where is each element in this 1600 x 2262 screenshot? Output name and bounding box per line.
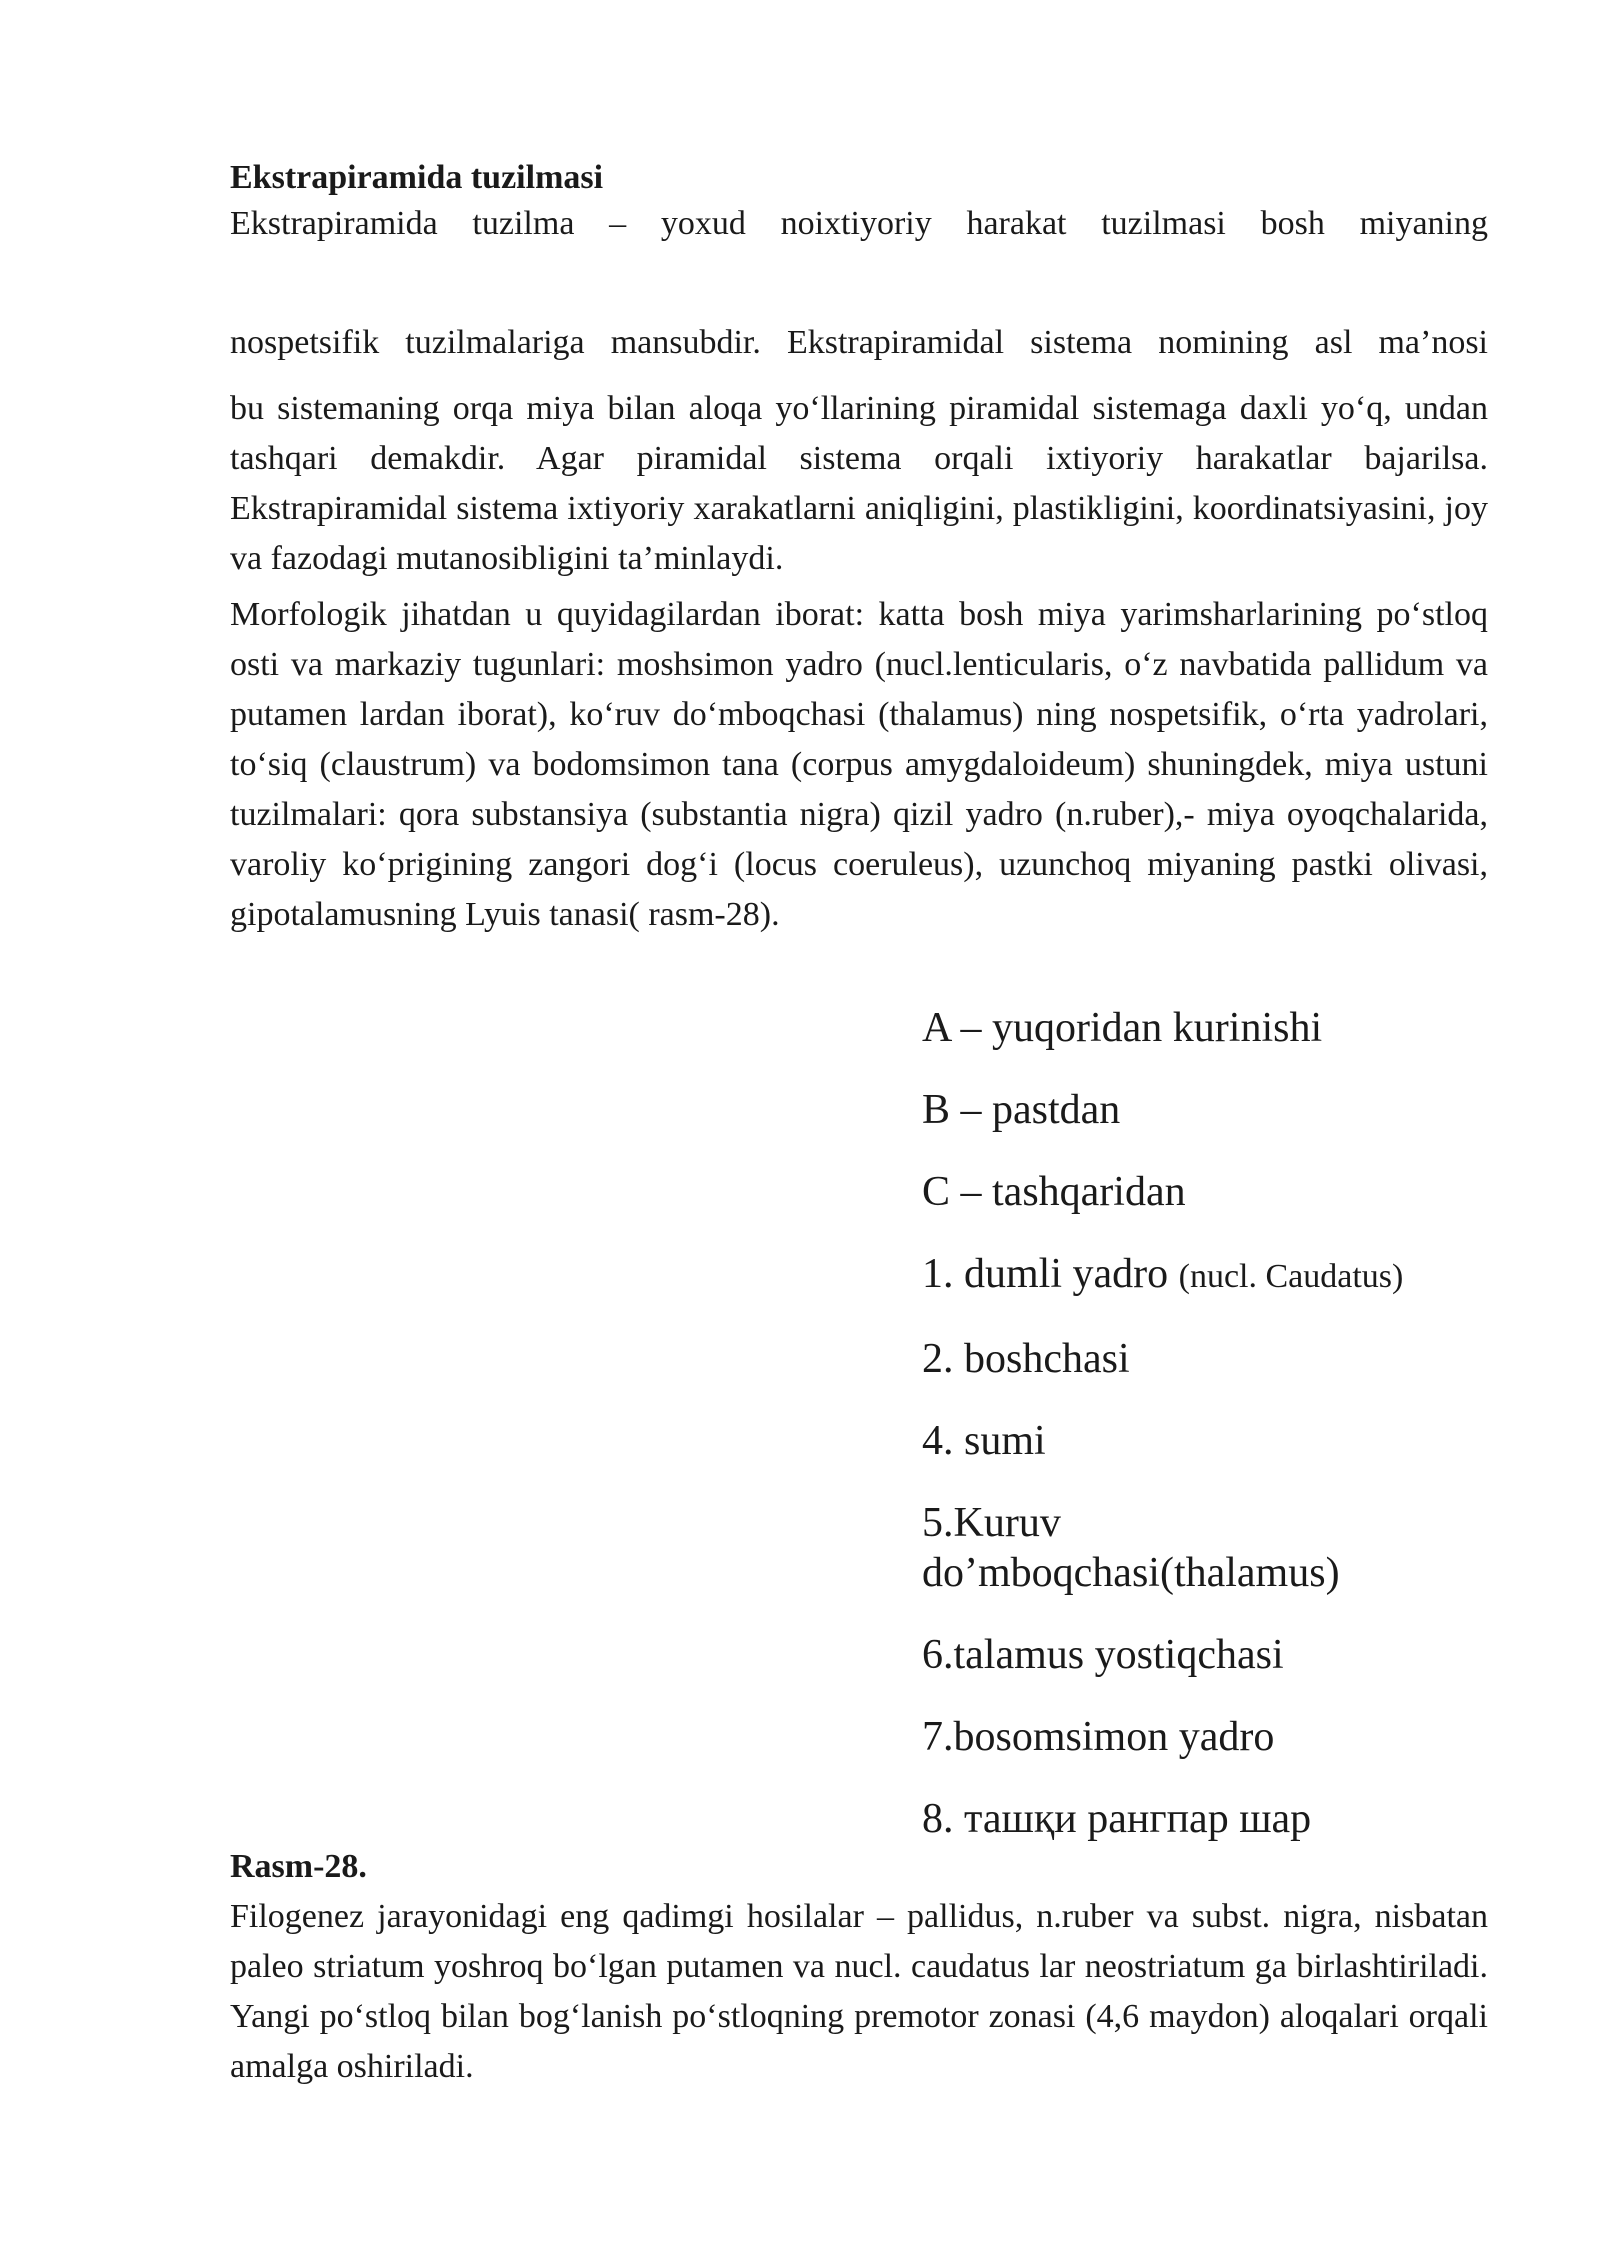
text-line: Ekstrapiramida tuzilma – yoxud noixtiyoriy harakat tuzilmasi bosh miyaning	[230, 205, 1488, 242]
legend-view-b: B – pastdan	[922, 1087, 1121, 1133]
text-line: nospetsifik tuzilmalariga mansubdir. Ekstrapiramidal sistema nomining asl ma’nosi	[230, 324, 1488, 361]
paragraph-3: Filogenez jarayonidagi eng qadimgi hosilalar – pallidus, n.ruber va subst. nigra, nisbatan paleo striatum yoshroq bo‘lgan putamen va nucl. caudatus lar neostriatum ga birlashtiriladi. Yangi po‘stloq bilan bog‘lanish po‘stloqning premotor zonasi (4,6 maydon) aloqalari orqali amalga oshiriladi.	[230, 1898, 1488, 2085]
paragraph-2: Morfologik jihatdan u quyidagilardan iborat: katta bosh miya yarimsharlarining po‘stloq osti va markaziy tugunlari: moshsimon yadro (nucl.lenticularis, o‘z navbatida pallidum va putamen lardan iborat), ko‘ruv do‘mboqchasi (thalamus) ning nospetsifik, o‘rta yadrolari, to‘siq (claustrum) va bodomsimon tana (corpus amygdaloideum) shuningdek, miya ustuni tuzilmalari: qora substansiya (substantia nigra) qizil yadro (n.ruber),- miya oyoqchalarida, varoliy ko‘prigining zangori dog‘i (locus coeruleus), uzunchoq miyaning pastki olivasi, gipotalamusning Lyuis tanasi( rasm-28).	[230, 596, 1488, 933]
paragraph-1-line-1	[230, 199, 1488, 249]
section-heading: Ekstrapiramida tuzilmasi	[230, 159, 604, 196]
legend-item-8: 8. ташқи рангпар шар	[922, 1796, 1312, 1842]
legend-item-5	[922, 1498, 1482, 1598]
legend-item-1-latin: (nucl. Caudatus)	[1178, 1258, 1404, 1295]
legend-item-2: 2. boshchasi	[922, 1336, 1130, 1382]
legend-item-5-line-2: do’mboqchasi(thalamus)	[922, 1550, 1340, 1596]
figure-caption: Rasm-28.	[230, 1848, 367, 1885]
legend-item-5-line-1: 5.Kuruv	[922, 1500, 1061, 1546]
legend-item-6: 6.talamus yostiqchasi	[922, 1632, 1284, 1678]
paragraph-1-line-2	[230, 318, 1488, 368]
legend-item-1	[922, 1249, 1482, 1302]
legend-item-4: 4. sumi	[922, 1418, 1046, 1464]
legend-view-c: C – tashqaridan	[922, 1169, 1186, 1215]
figure-legend	[922, 1003, 1482, 1844]
legend-item-1-label: 1. dumli yadro	[922, 1251, 1169, 1297]
paragraph-1-continuation: bu sistemaning orqa miya bilan aloqa yo‘llarining piramidal sistemaga daxli yo‘q, undan tashqari demakdir. Agar piramidal sistema orqali ixtiyoriy harakatlar bajarilsa. Ekstrapiramidal sistema ixtiyoriy xarakatlarni aniqligini, plastikligini, koordinatsiyasini, joy va fazodagi mutanosibligini ta’minlaydi.	[230, 390, 1488, 577]
legend-view-a: A – yuqoridan kurinishi	[922, 1005, 1323, 1051]
legend-item-7: 7.bosomsimon yadro	[922, 1714, 1275, 1760]
